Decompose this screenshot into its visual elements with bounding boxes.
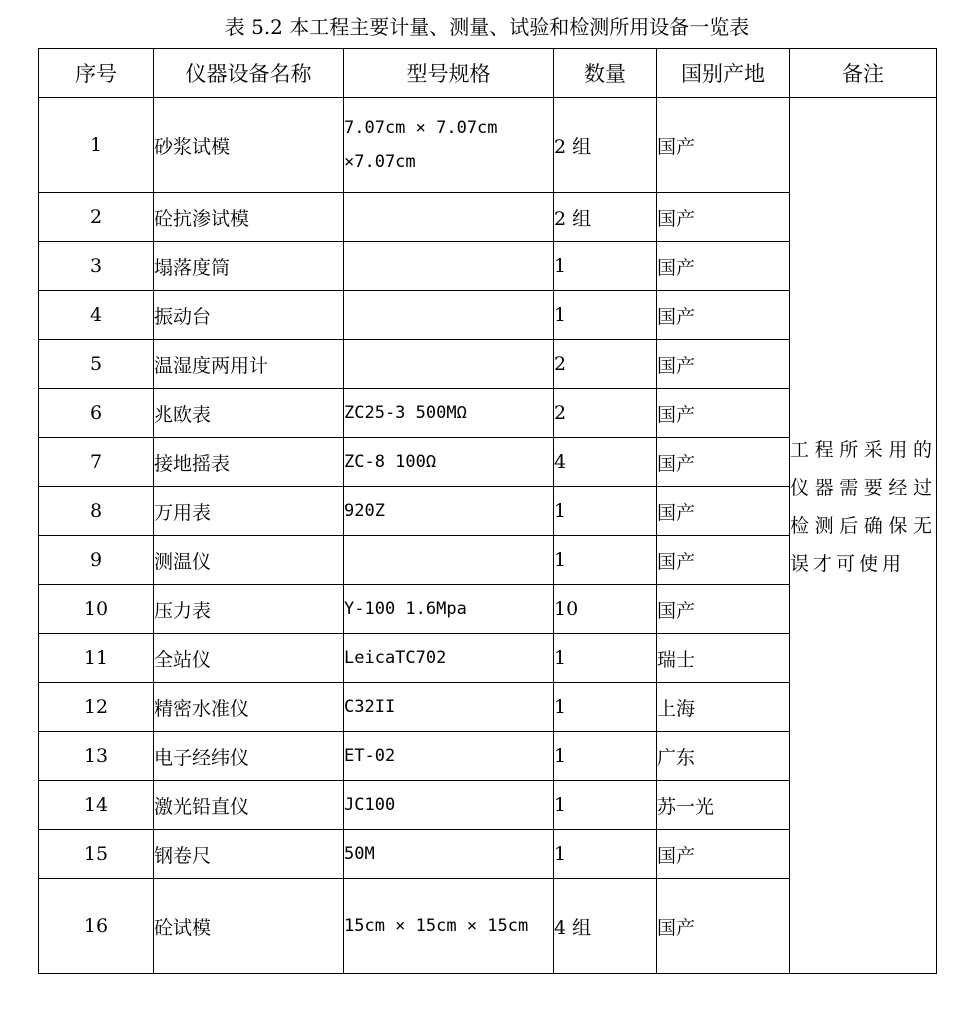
row-equipment-name: 激光铅直仪 [154, 781, 344, 830]
row-equipment-name: 接地摇表 [154, 438, 344, 487]
row-serial-number: 10 [39, 585, 154, 634]
row-equipment-name: 兆欧表 [154, 389, 344, 438]
row-serial-number: 3 [39, 242, 154, 291]
row-equipment-name: 万用表 [154, 487, 344, 536]
row-quantity: 1 [554, 781, 657, 830]
row-origin: 广东 [657, 732, 790, 781]
row-quantity: 1 [554, 536, 657, 585]
row-serial-number: 15 [39, 830, 154, 879]
row-serial-number: 12 [39, 683, 154, 732]
row-quantity: 2 组 [554, 98, 657, 193]
row-quantity: 2 [554, 389, 657, 438]
row-origin: 国产 [657, 487, 790, 536]
row-model-spec: 920Z [344, 487, 554, 536]
header-origin: 国别产地 [657, 49, 790, 98]
row-quantity: 4 [554, 438, 657, 487]
row-origin: 国产 [657, 242, 790, 291]
row-model-spec [344, 291, 554, 340]
row-quantity: 1 [554, 634, 657, 683]
row-serial-number: 7 [39, 438, 154, 487]
header-equipment-name: 仪器设备名称 [154, 49, 344, 98]
row-origin: 国产 [657, 291, 790, 340]
row-serial-number: 8 [39, 487, 154, 536]
header-row [39, 49, 937, 98]
row-origin: 国产 [657, 585, 790, 634]
row-quantity: 1 [554, 291, 657, 340]
row-origin: 国产 [657, 536, 790, 585]
table-row [39, 98, 937, 193]
row-model-spec: LeicaTC702 [344, 634, 554, 683]
remark-cell [790, 98, 937, 974]
row-equipment-name: 测温仪 [154, 536, 344, 585]
row-equipment-name: 塌落度筒 [154, 242, 344, 291]
row-equipment-name: 砂浆试模 [154, 98, 344, 193]
row-serial-number: 9 [39, 536, 154, 585]
row-serial-number: 16 [39, 879, 154, 974]
row-equipment-name: 温湿度两用计 [154, 340, 344, 389]
row-quantity: 1 [554, 732, 657, 781]
row-equipment-name: 砼试模 [154, 879, 344, 974]
row-quantity: 1 [554, 487, 657, 536]
header-remark: 备注 [790, 49, 937, 98]
row-model-spec: ET-02 [344, 732, 554, 781]
row-equipment-name: 精密水准仪 [154, 683, 344, 732]
row-origin: 苏一光 [657, 781, 790, 830]
row-serial-number: 2 [39, 193, 154, 242]
row-quantity: 1 [554, 683, 657, 732]
row-origin: 国产 [657, 389, 790, 438]
row-equipment-name: 振动台 [154, 291, 344, 340]
row-serial-number: 6 [39, 389, 154, 438]
header-serial-number: 序号 [39, 49, 154, 98]
row-equipment-name: 钢卷尺 [154, 830, 344, 879]
table-caption: 表 5.2 本工程主要计量、测量、试验和检测所用设备一览表 [224, 15, 750, 39]
row-quantity: 2 组 [554, 193, 657, 242]
row-serial-number: 5 [39, 340, 154, 389]
row-model-spec: ZC-8 100Ω [344, 438, 554, 487]
remark-text: 工程所采用的仪器需要经过检测后确保无误才可使用 [790, 438, 936, 575]
row-equipment-name: 全站仪 [154, 634, 344, 683]
row-model-spec [344, 536, 554, 585]
row-serial-number: 13 [39, 732, 154, 781]
row-model-spec: 50M [344, 830, 554, 879]
header-quantity: 数量 [554, 49, 657, 98]
row-model-spec: 7.07cm × 7.07cm ×7.07cm [344, 98, 554, 193]
header-model-spec: 型号规格 [344, 49, 554, 98]
row-serial-number: 4 [39, 291, 154, 340]
row-equipment-name: 电子经纬仪 [154, 732, 344, 781]
row-origin: 国产 [657, 830, 790, 879]
row-origin: 国产 [657, 193, 790, 242]
row-origin: 国产 [657, 879, 790, 974]
row-equipment-name: 砼抗渗试模 [154, 193, 344, 242]
row-origin: 国产 [657, 340, 790, 389]
equipment-table [38, 48, 937, 974]
row-quantity: 2 [554, 340, 657, 389]
row-origin: 瑞士 [657, 634, 790, 683]
row-serial-number: 11 [39, 634, 154, 683]
row-model-spec: C32II [344, 683, 554, 732]
row-model-spec [344, 193, 554, 242]
row-serial-number: 1 [39, 98, 154, 193]
row-origin: 国产 [657, 98, 790, 193]
row-equipment-name: 压力表 [154, 585, 344, 634]
row-model-spec [344, 242, 554, 291]
row-origin: 上海 [657, 683, 790, 732]
row-model-spec: ZC25-3 500MΩ [344, 389, 554, 438]
row-origin: 国产 [657, 438, 790, 487]
row-quantity: 4 组 [554, 879, 657, 974]
row-quantity: 1 [554, 242, 657, 291]
row-model-spec: 15cm × 15cm × 15cm [344, 879, 554, 974]
row-quantity: 1 [554, 830, 657, 879]
row-model-spec: JC100 [344, 781, 554, 830]
row-model-spec: Y-100 1.6Mpa [344, 585, 554, 634]
row-serial-number: 14 [39, 781, 154, 830]
row-model-spec [344, 340, 554, 389]
row-quantity: 10 [554, 585, 657, 634]
